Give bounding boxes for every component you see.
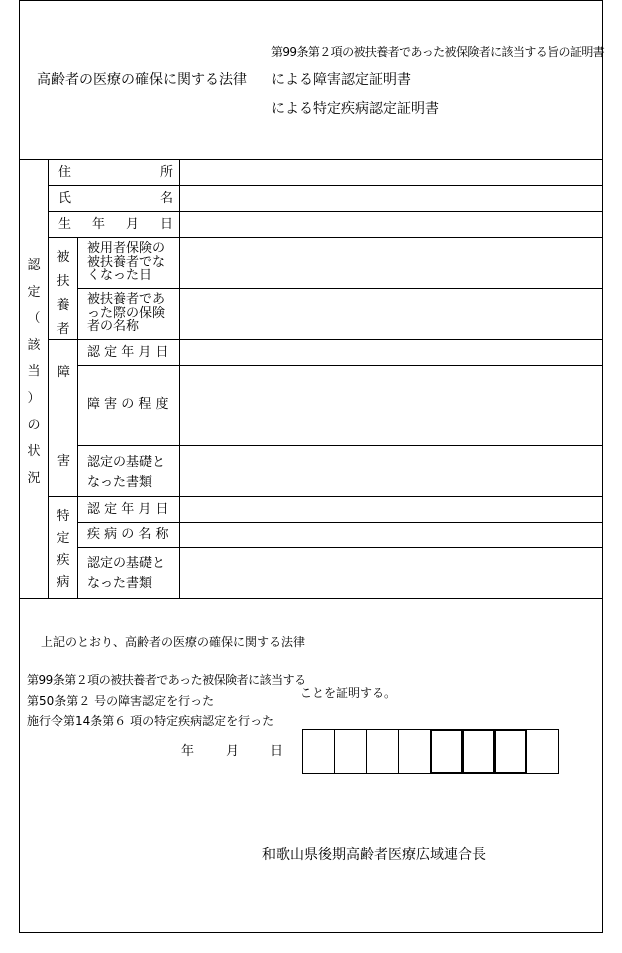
name-label-2: 名 xyxy=(160,191,174,206)
address-label-1: 住 xyxy=(58,165,72,180)
disability-degree-label: 障 害 の 程 度 xyxy=(87,397,169,412)
dob-label-day: 日 xyxy=(160,217,174,232)
dob-label-month: 月 xyxy=(126,217,140,232)
row-divider xyxy=(77,445,603,446)
dob-label-year: 年 xyxy=(92,217,106,232)
cert-title-line3: による特定疾病認定証明書 xyxy=(271,101,439,117)
entry-box[interactable] xyxy=(366,729,399,774)
issuer-name: 和歌山県後期高齢者医療広域連合長 xyxy=(262,847,486,863)
disease-basis-docs-label: 認定の基礎と なった書類 xyxy=(87,556,166,592)
certify-statement: ことを証明する。 xyxy=(300,686,397,700)
row-divider xyxy=(48,185,603,186)
disability-cert-date-label: 認 定 年 月 日 xyxy=(87,345,169,360)
address-label-2: 所 xyxy=(160,165,174,180)
row-divider xyxy=(77,522,603,523)
entry-box[interactable] xyxy=(334,729,367,774)
disability-group-label-bottom: 害 xyxy=(57,454,71,469)
row-divider xyxy=(77,288,603,289)
disability-basis-docs-label: 認定の基礎と なった書類 xyxy=(87,455,166,491)
entry-box[interactable] xyxy=(302,729,335,774)
table-bottom-border xyxy=(19,598,603,599)
entry-box[interactable] xyxy=(398,729,431,774)
row-divider xyxy=(48,496,603,497)
entry-box[interactable] xyxy=(430,729,463,774)
certification-intro: 上記のとおり、高齢者の医療の確保に関する法律 xyxy=(41,635,306,649)
column-divider xyxy=(48,159,49,598)
date-label-day: 日 xyxy=(270,744,284,759)
certification-option-2: 第50条第２ 号の障害認定を行った xyxy=(27,694,215,708)
row-divider xyxy=(48,211,603,212)
dob-label-birth: 生 xyxy=(58,217,72,232)
dependent-insurer-name-label: 被扶養者であ った際の保険 者の名称 xyxy=(87,292,166,335)
row-divider xyxy=(48,237,603,238)
entry-box[interactable] xyxy=(462,729,495,774)
name-label-1: 氏 xyxy=(58,191,72,206)
entry-box[interactable] xyxy=(494,729,527,774)
date-label-year: 年 xyxy=(181,744,195,759)
row-divider xyxy=(77,547,603,548)
certification-option-1: 第99条第２項の被扶養者であった被保険者に該当する xyxy=(27,673,306,687)
cert-title-line2: による障害認定証明書 xyxy=(271,72,411,88)
dependent-group-label: 被 扶 養 者 xyxy=(56,250,70,337)
certification-option-3: 施行令第14条第６ 項の特定疾病認定を行った xyxy=(27,714,275,728)
column-divider xyxy=(179,159,180,598)
row-divider xyxy=(77,365,603,366)
law-name: 高齢者の医療の確保に関する法律 xyxy=(37,72,247,88)
disease-name-label: 疾 病 の 名 称 xyxy=(87,527,169,542)
disease-cert-date-label: 認 定 年 月 日 xyxy=(87,502,169,517)
number-entry-boxes xyxy=(303,729,559,774)
date-label-month: 月 xyxy=(226,744,240,759)
dependent-loss-date-label: 被用者保険の 被扶養者でな くなった日 xyxy=(87,241,166,284)
column-divider xyxy=(77,237,78,598)
status-label-vertical: 認 定 （ 該 当 ） の 状 況 xyxy=(27,258,41,486)
row-divider xyxy=(48,339,603,340)
entry-box[interactable] xyxy=(526,729,559,774)
cert-title-line1: 第99条第２項の被扶養者であった被保険者に該当する旨の証明書 xyxy=(271,45,605,59)
disability-group-label-top: 障 xyxy=(57,365,71,380)
disease-group-label: 特 定 疾 病 xyxy=(56,509,70,590)
table-top-border xyxy=(19,159,603,160)
